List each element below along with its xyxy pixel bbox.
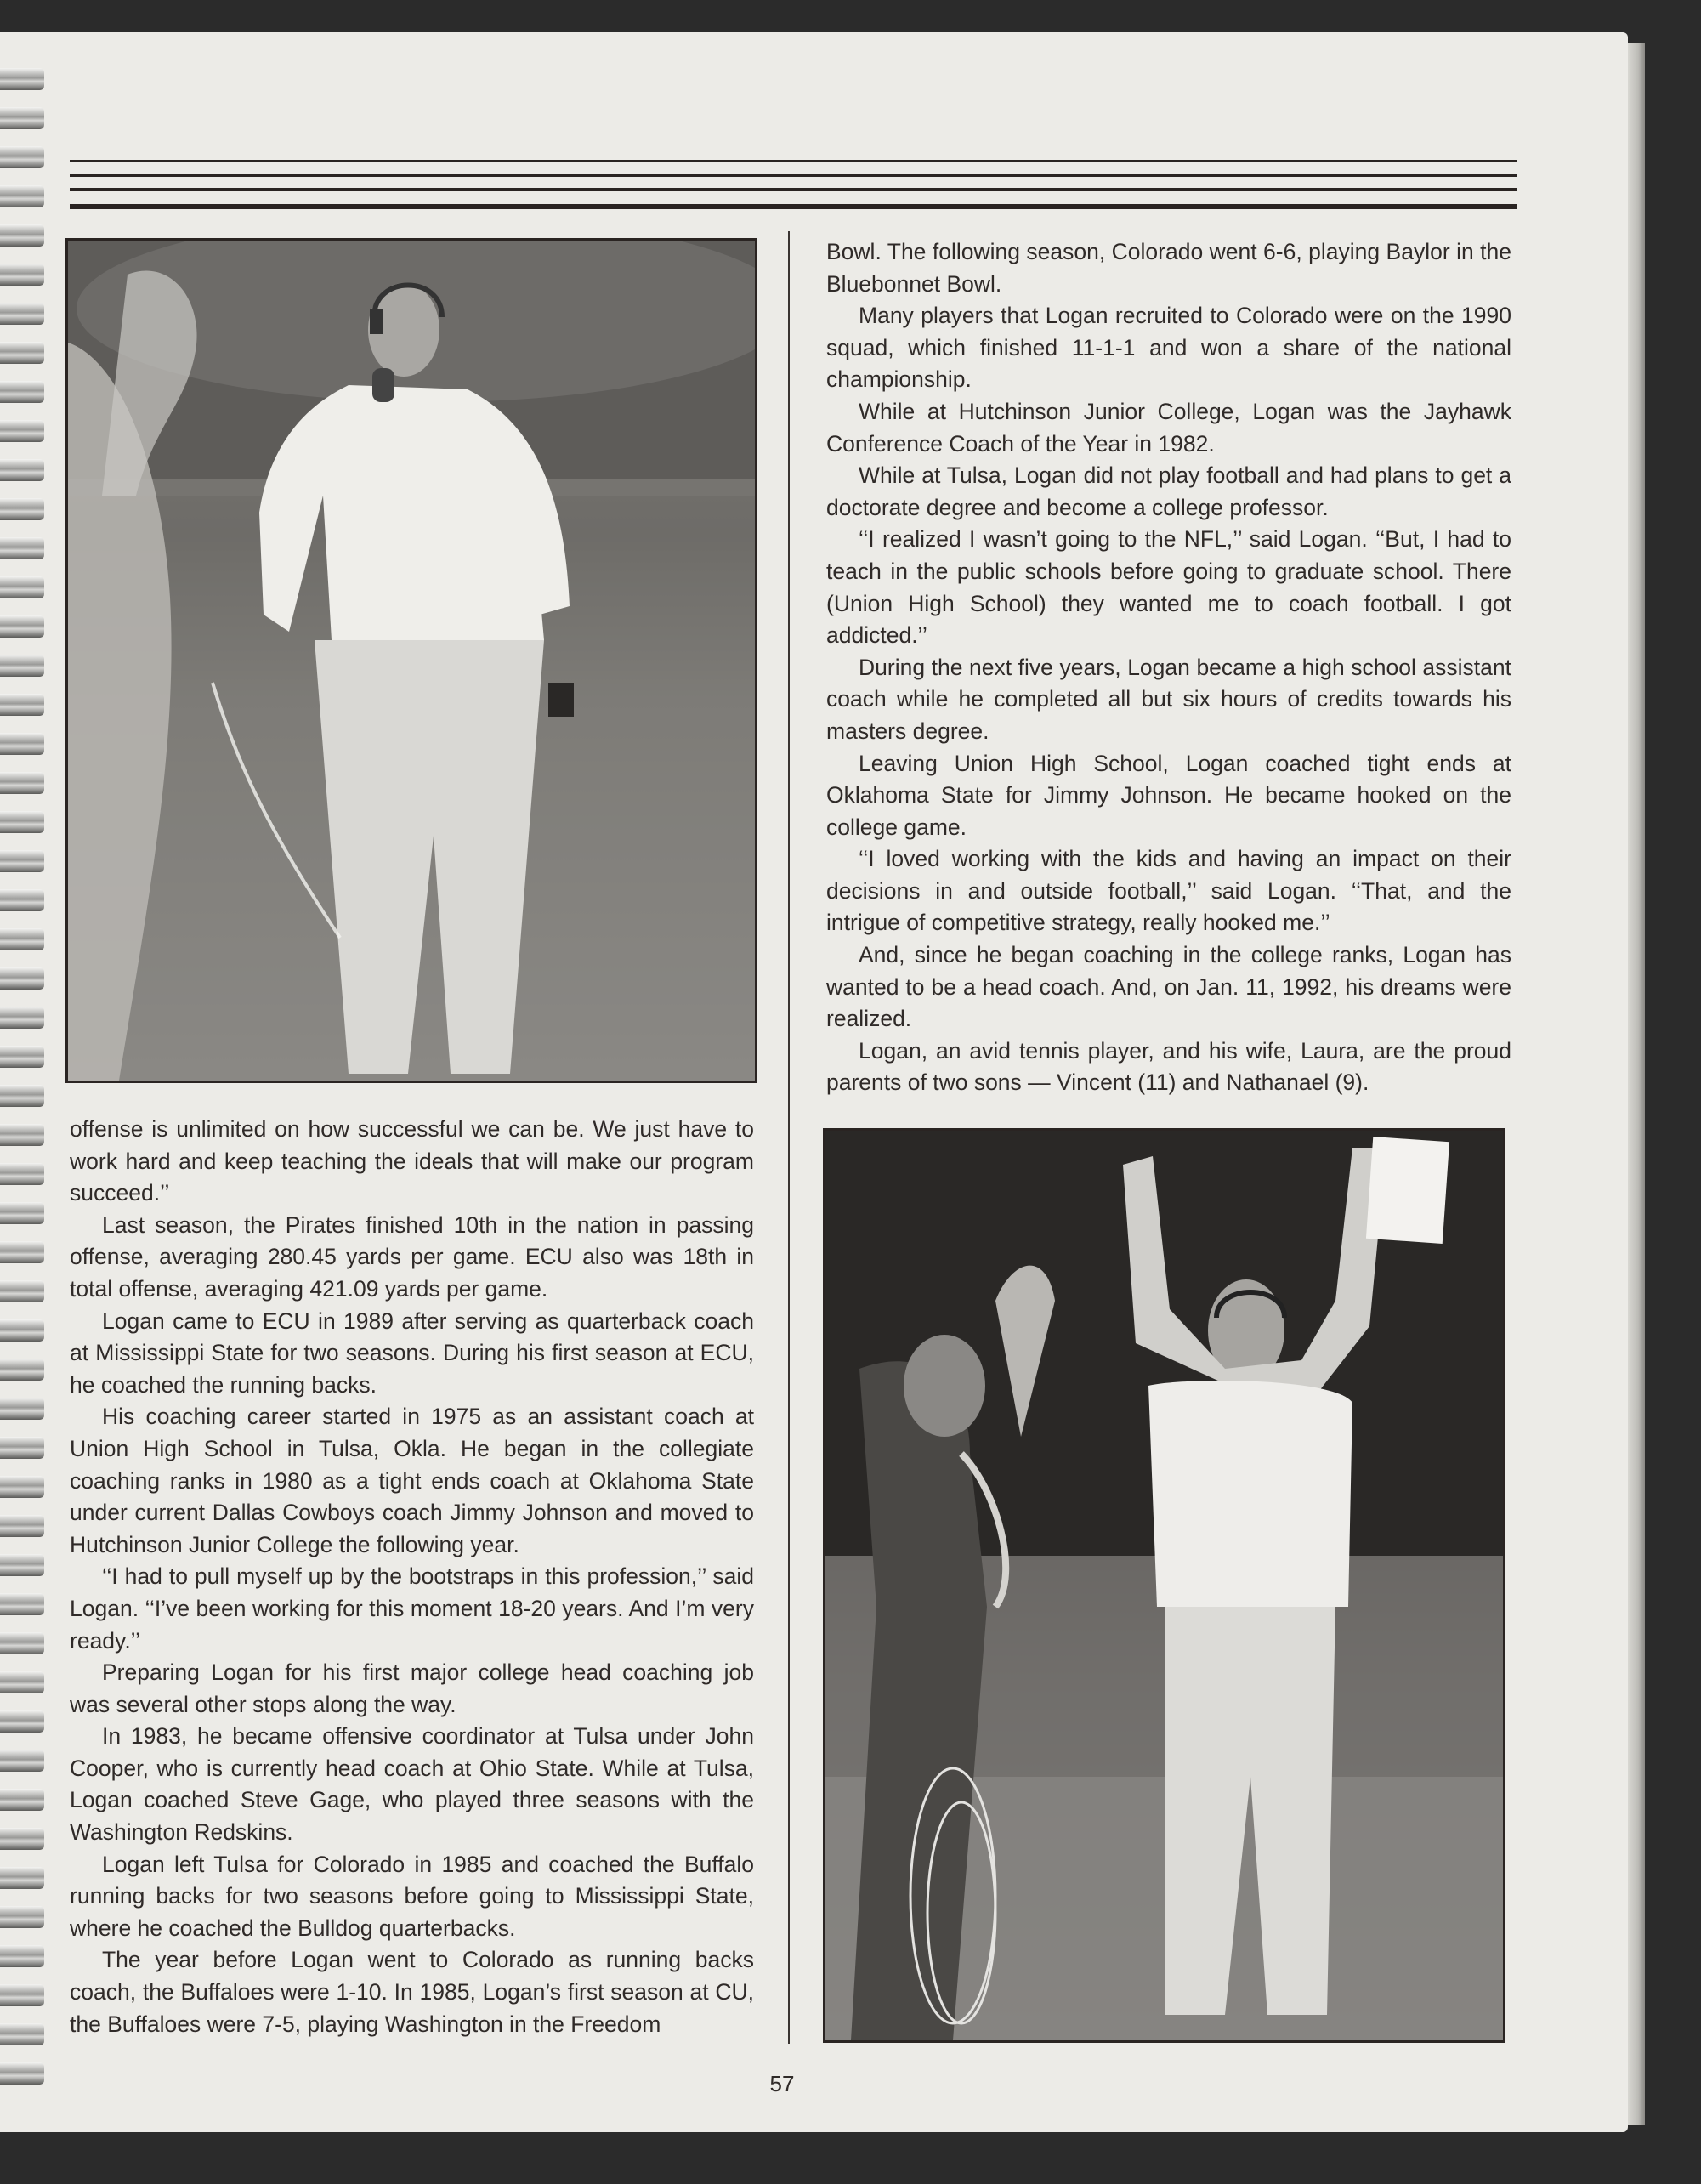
paragraph: ‘‘I realized I wasn’t going to the NFL,’’ said Logan. ‘‘But, I had to teach in the public schools before going to graduate school. There (Union High School) they wanted me to coach football. I got addicted.’’ (826, 526, 1511, 649)
column-divider (788, 231, 790, 2044)
paragraph: Leaving Union High School, Logan coached tight ends at Oklahoma State for Jimmy Johnson. He became hooked on the college game. (826, 750, 1511, 840)
paragraph: Logan, an avid tennis player, and his wife, Laura, are the proud parents of two sons — Vincent (11) and Nathanael (9). (826, 1037, 1511, 1096)
paragraph: ‘‘I loved working with the kids and having an impact on their decisions in and outside football,’’ said Logan. ‘‘That, and the intrigue of competitive strategy, really hooked me.’’ (826, 846, 1511, 936)
paragraph: Many players that Logan recruited to Colorado were on the 1990 squad, which finished 11-1-1 and won a share of the national championship. (826, 303, 1511, 393)
paragraph: The year before Logan went to Colorado as running backs coach, the Buffaloes were 1-10. In 1985, Logan’s first season at CU, the Buffaloes were 7-5, playing Washington in the Freedom (70, 1947, 754, 2037)
paragraph: During the next five years, Logan became a high school assistant coach while he completed all but six hours of credits towards his masters degree. (826, 654, 1511, 744)
spiral-binding (0, 68, 51, 2108)
article-right-column (826, 236, 1511, 1099)
paragraph: Preparing Logan for his first major college head coaching job was several other stops along the way. (70, 1659, 754, 1717)
paragraph: And, since he began coaching in the college ranks, Logan has wanted to be a head coach. And, on Jan. 11, 1992, his dreams were realized. (826, 942, 1511, 1032)
paragraph: Bowl. The following season, Colorado went 6-6, playing Baylor in the Bluebonnet Bowl. (826, 239, 1511, 297)
paragraph: offense is unlimited on how successful we can be. We just have to work hard and keep teaching the ideals that will make our program succeed.’’ (70, 1116, 754, 1206)
page-number: 57 (769, 2071, 795, 2096)
header-rule (70, 188, 1517, 191)
paragraph: His coaching career started in 1975 as an assistant coach at Union High School in Tulsa, Okla. He began in the collegiate coaching ranks in 1980 as a tight ends coach at Oklahoma State under current Dallas Cowboys coach Jimmy Johnson and moved to Hutchinson Junior College the following year. (70, 1404, 754, 1557)
header-rule (70, 204, 1517, 209)
paragraph: Logan came to ECU in 1989 after serving as quarterback coach at Mississippi State for two seasons. During his first season at ECU, he coached the running backs. (70, 1308, 754, 1398)
header-rule (70, 174, 1517, 177)
photo-coach-sideline (65, 238, 757, 1083)
article-left-column (70, 1114, 754, 2040)
header-rule (70, 160, 1517, 162)
paragraph: In 1983, he became offensive coordinator at Tulsa under John Cooper, who is currently head coach at Ohio State. While at Tulsa, Logan coached Steve Gage, who played three seasons with the Washington Redskins. (70, 1723, 754, 1846)
paragraph: While at Hutchinson Junior College, Logan was the Jayhawk Conference Coach of the Year in 1982. (826, 398, 1511, 457)
paragraph: While at Tulsa, Logan did not play football and had plans to get a doctorate degree and become a college professor. (826, 462, 1511, 520)
page-edge (1628, 43, 1645, 2125)
paragraph: Last season, the Pirates finished 10th in the nation in passing offense, averaging 280.45 yards per game. ECU also was 18th in total offense, averaging 421.09 yards per game. (70, 1211, 754, 1302)
photo-coach-celebrating (823, 1128, 1505, 2043)
paragraph: ‘‘I had to pull myself up by the bootstraps in this profession,’’ said Logan. ‘‘I’ve been working for this moment 18-20 years. And I’m very ready.’’ (70, 1563, 754, 1654)
paragraph: Logan left Tulsa for Colorado in 1985 and coached the Buffalo running backs for two seasons before going to Mississippi State, where he coached the Bulldog quarterbacks. (70, 1851, 754, 1941)
